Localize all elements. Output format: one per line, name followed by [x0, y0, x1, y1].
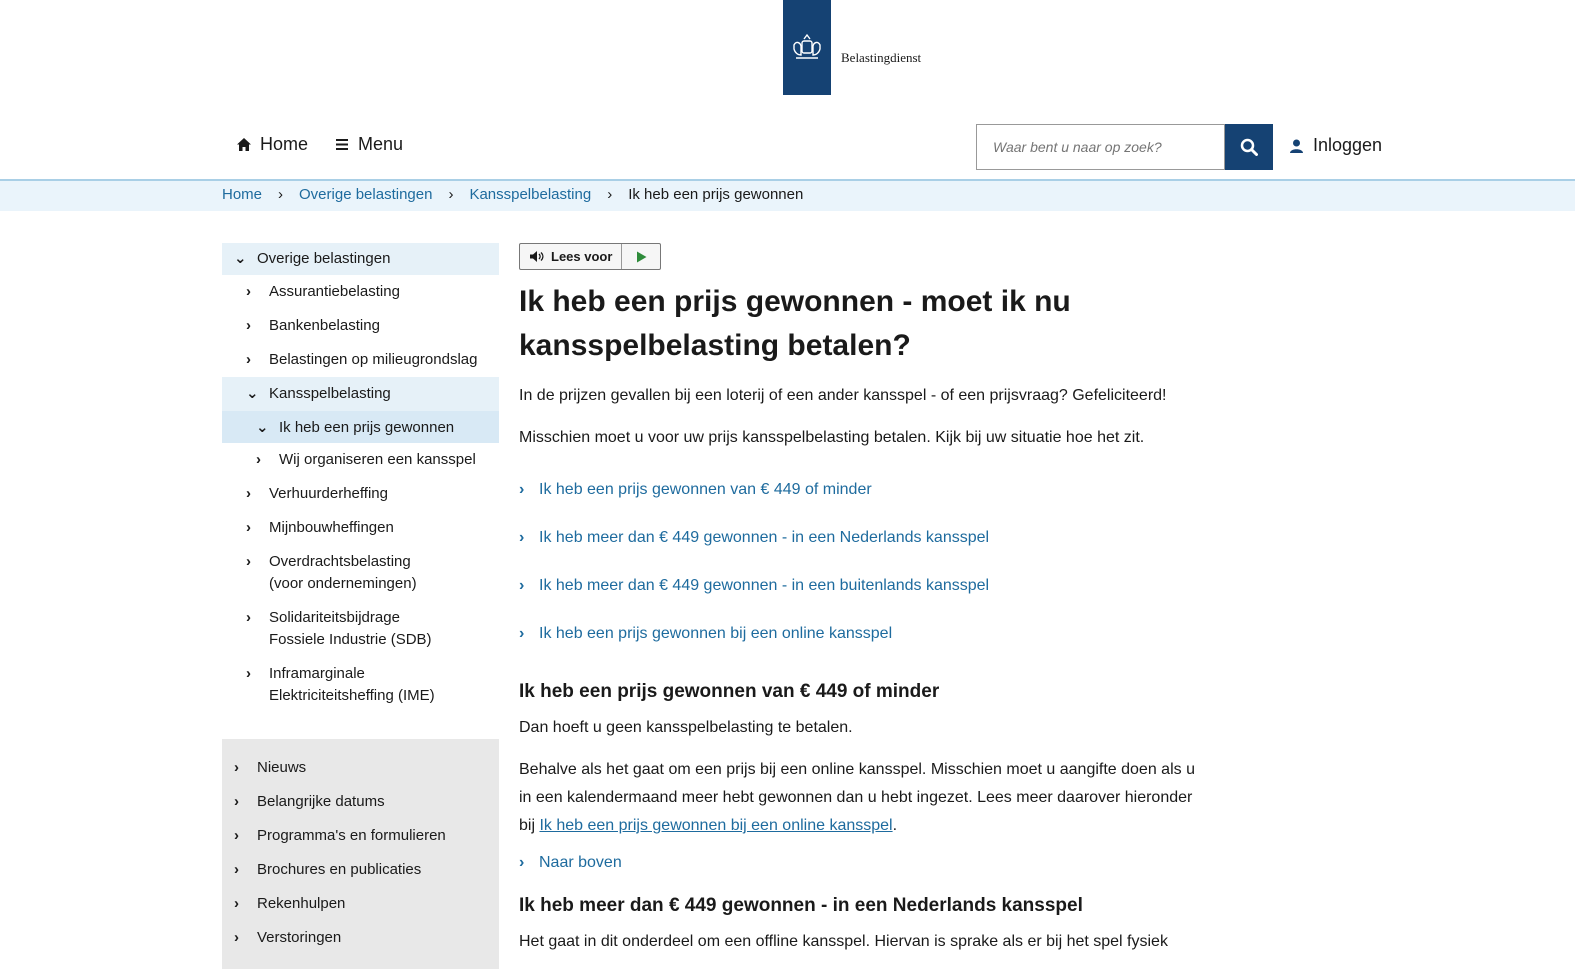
sidebar-item-ime[interactable]	[222, 657, 499, 713]
back-to-top-link[interactable]	[519, 854, 1199, 872]
breadcrumb-kansspelbelasting[interactable]: Kansspelbelasting	[469, 186, 592, 203]
anchor-link-list	[519, 466, 1199, 658]
sidebar-item-nieuws[interactable]	[222, 751, 499, 785]
chevron-right-icon: ›	[234, 793, 239, 810]
nav-menu-button[interactable]	[336, 134, 403, 155]
chevron-right-icon: ›	[234, 827, 239, 844]
read-aloud-widget[interactable]	[519, 243, 661, 270]
play-button[interactable]	[622, 244, 660, 269]
sidebar-item-label: Verhuurderheffing	[269, 485, 388, 502]
anchor-link-online[interactable]	[519, 610, 1199, 658]
sidebar-item-rekenhulpen[interactable]	[222, 887, 499, 921]
chevron-right-icon: ›	[519, 854, 525, 871]
sidebar-item-kansspelbelasting[interactable]	[222, 377, 499, 411]
chevron-right-icon: ›	[246, 609, 251, 626]
intro-paragraph: Misschien moet u voor uw prijs kansspelbelasting betalen. Kijk bij uw situatie hoe het zit.	[519, 429, 1145, 446]
anchor-link-nederlands[interactable]	[519, 514, 1199, 562]
main-content	[519, 280, 1199, 970]
sidebar	[222, 243, 499, 713]
anchor-link-label: Ik heb meer dan € 449 gewonnen - in een buitenlands kansspel	[539, 577, 990, 594]
chevron-right-icon: ›	[234, 929, 239, 946]
sidebar-item-label: Belastingen op milieugrondslag	[269, 351, 478, 368]
chevron-right-icon: ›	[234, 895, 239, 912]
search-field[interactable]	[976, 124, 1225, 170]
breadcrumb-bar	[0, 179, 1575, 211]
chevron-right-icon: ›	[246, 283, 251, 300]
search-button[interactable]	[1225, 124, 1273, 170]
chevron-right-icon: ›	[246, 485, 251, 502]
sidebar-item-milieugrondslag[interactable]	[222, 343, 499, 377]
section-paragraph: Dan hoeft u geen kansspelbelasting te betalen.	[519, 719, 853, 736]
sidebar-item-label: Overige belastingen	[257, 250, 391, 267]
anchor-link-label: Ik heb een prijs gewonnen van € 449 of minder	[539, 481, 872, 498]
crest-icon	[783, 0, 831, 95]
sidebar-item-label: Brochures en publicaties	[257, 861, 422, 878]
chevron-right-icon: ›	[519, 625, 525, 642]
chevron-down-icon: ⌄	[234, 250, 247, 267]
sidebar-item-belangrijke-datums[interactable]	[222, 785, 499, 819]
sidebar-item-brochures[interactable]	[222, 853, 499, 887]
anchor-link-label: Ik heb een prijs gewonnen bij een online kansspel	[539, 625, 893, 642]
section-paragraph: Het gaat in dit onderdeel om een offline kansspel. Hiervan is sprake als er bij het spel fysiek	[519, 933, 1168, 950]
top-navigation	[0, 124, 1575, 180]
login-label: Inloggen	[1313, 135, 1383, 155]
sidebar-item-label: Bankenbelasting	[269, 317, 380, 334]
search-icon	[1240, 138, 1258, 156]
section-heading: Ik heb een prijs gewonnen van € 449 of minder	[519, 681, 940, 702]
play-icon	[636, 251, 647, 263]
hamburger-icon	[336, 139, 348, 150]
sidebar-item-bankenbelasting[interactable]	[222, 309, 499, 343]
sidebar-item-prijs-gewonnen[interactable]	[222, 411, 499, 443]
inline-link-online-kansspel[interactable]: Ik heb een prijs gewonnen bij een online kansspel	[539, 817, 893, 834]
chevron-right-icon: ›	[246, 317, 251, 334]
chevron-right-icon: ›	[234, 861, 239, 878]
chevron-right-icon: ›	[246, 351, 251, 368]
sidebar-item-verstoringen[interactable]	[222, 921, 499, 955]
user-icon	[1290, 139, 1303, 153]
sidebar-item-label: Verstoringen	[257, 929, 342, 946]
breadcrumb	[222, 186, 803, 203]
sidebar-item-label: Overdrachtsbelasting (voor ondernemingen)	[269, 553, 417, 592]
section-paragraph	[519, 756, 1199, 840]
sidebar-item-label: Programma's en formulieren	[257, 827, 446, 844]
sidebar-item-label: Mijnbouwheffingen	[269, 519, 394, 536]
intro-paragraph: In de prijzen gevallen bij een loterij of een ander kansspel - of een prijsvraag? Gefeliciteerd!	[519, 387, 1167, 404]
section-heading: Ik heb meer dan € 449 gewonnen - in een Nederlands kansspel	[519, 895, 1083, 916]
chevron-right-icon: ›	[448, 186, 454, 203]
read-aloud-button[interactable]	[520, 244, 622, 269]
anchor-link-buitenlands[interactable]	[519, 562, 1199, 610]
chevron-right-icon: ›	[519, 529, 525, 546]
chevron-right-icon: ›	[519, 481, 525, 498]
login-link[interactable]	[1290, 135, 1382, 156]
logo[interactable]	[783, 0, 921, 95]
anchor-link-449-or-less[interactable]	[519, 466, 1199, 514]
sidebar-item-label: Wij organiseren een kansspel	[279, 451, 476, 468]
sidebar-item-label: Nieuws	[257, 759, 307, 776]
nav-home-link[interactable]	[236, 134, 308, 155]
home-icon	[236, 137, 252, 152]
sidebar-item-label: Assurantiebelasting	[269, 283, 400, 300]
chevron-right-icon: ›	[256, 451, 261, 468]
chevron-right-icon: ›	[607, 186, 613, 203]
sidebar-item-wij-organiseren[interactable]	[222, 443, 499, 477]
text-span: .	[892, 817, 898, 834]
chevron-right-icon: ›	[246, 519, 251, 536]
text-span: Behalve als het gaat om een prijs bij een online kansspel. Misschien moet u aangifte doen als u in een kalendermaand meer hebt gewonnen dan u hebt ingezet. Lees meer daarover hieronder bij	[519, 761, 1195, 834]
speaker-icon	[529, 250, 545, 263]
sidebar-item-label: Rekenhulpen	[257, 895, 346, 912]
sidebar-item-label: Inframarginale Elektriciteitsheffing (IME)	[269, 665, 435, 704]
breadcrumb-home[interactable]: Home	[222, 186, 263, 203]
chevron-right-icon: ›	[234, 759, 239, 776]
chevron-right-icon: ›	[246, 553, 251, 570]
breadcrumb-overige-belastingen[interactable]: Overige belastingen	[299, 186, 433, 203]
sidebar-item-overdrachtsbelasting[interactable]	[222, 545, 499, 601]
logo-text: Belastingdienst	[841, 50, 922, 65]
sidebar-item-assurantiebelasting[interactable]	[222, 275, 499, 309]
chevron-right-icon: ›	[246, 665, 251, 682]
breadcrumb-current: Ik heb een prijs gewonnen	[628, 186, 804, 203]
sidebar-item-verhuurderheffing[interactable]	[222, 477, 499, 511]
page-title: Ik heb een prijs gewonnen - moet ik nu kansspelbelasting betalen?	[519, 285, 1071, 362]
chevron-right-icon: ›	[278, 186, 284, 203]
chevron-right-icon: ›	[519, 577, 525, 594]
anchor-link-label: Ik heb meer dan € 449 gewonnen - in een Nederlands kansspel	[539, 529, 990, 546]
chevron-down-icon: ⌄	[256, 419, 269, 436]
sidebar-item-label: Belangrijke datums	[257, 793, 385, 810]
chevron-down-icon: ⌄	[246, 385, 259, 402]
sidebar-item-sdb[interactable]	[222, 601, 499, 657]
search-input[interactable]	[977, 125, 1207, 169]
sidebar-item-mijnbouwheffingen[interactable]	[222, 511, 499, 545]
nav-menu-label: Menu	[358, 134, 404, 154]
sidebar-item-programmas[interactable]	[222, 819, 499, 853]
back-to-top-label: Naar boven	[539, 854, 622, 871]
nav-home-label: Home	[260, 134, 309, 154]
sidebar-secondary	[222, 739, 499, 969]
read-aloud-label: Lees voor	[551, 249, 613, 264]
sidebar-item-label: Kansspelbelasting	[269, 385, 391, 402]
sidebar-item-overige-belastingen[interactable]	[222, 243, 499, 275]
sidebar-item-label: Solidariteitsbijdrage Fossiele Industrie (SDB)	[269, 609, 432, 648]
sidebar-item-label: Ik heb een prijs gewonnen	[279, 419, 455, 436]
